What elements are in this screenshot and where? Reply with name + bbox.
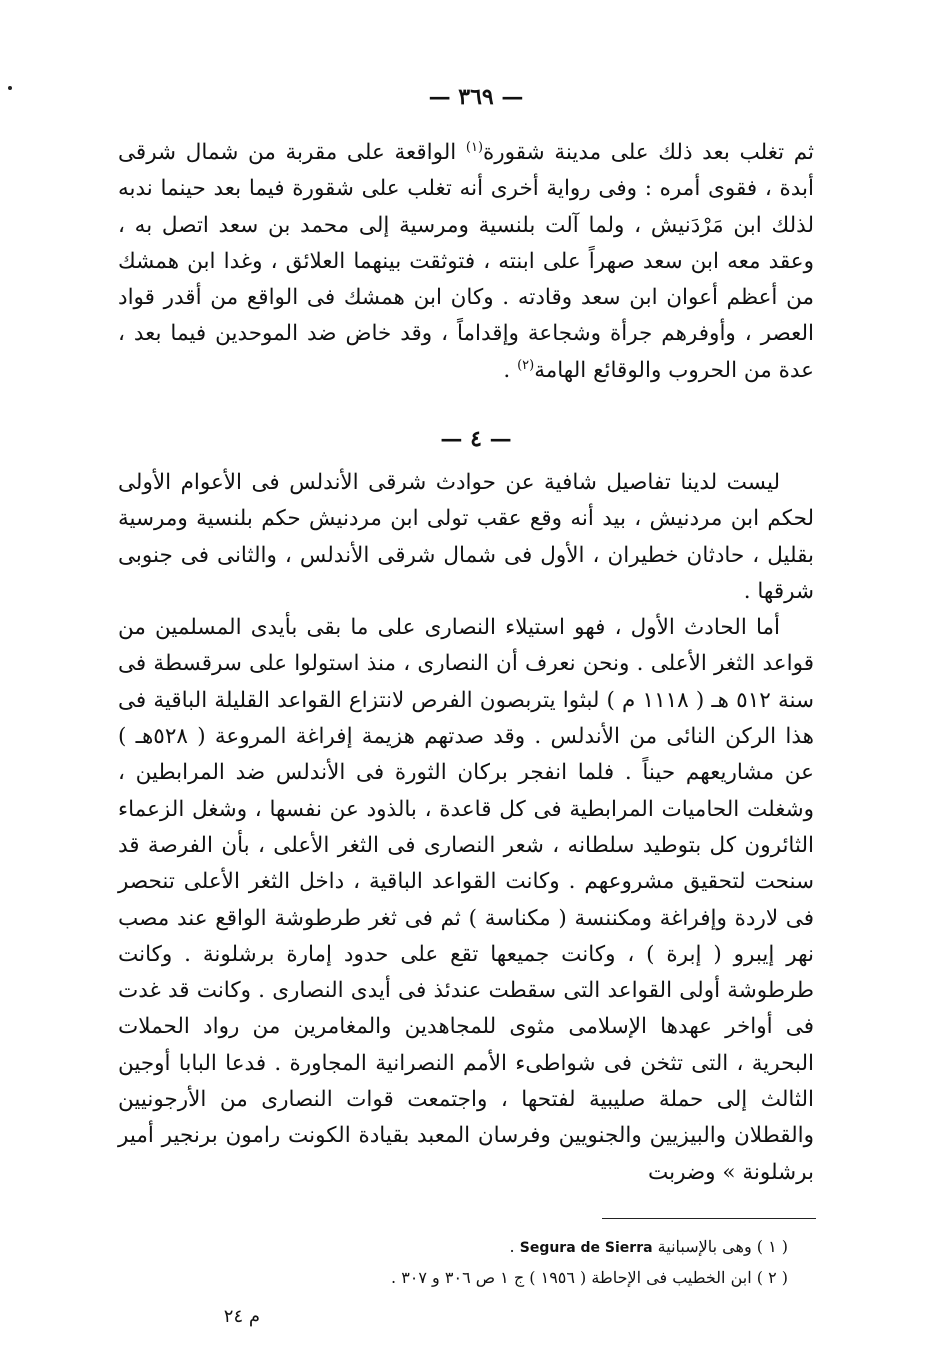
footnote-marker-2: (٢): [517, 357, 535, 373]
section-number: — ٤ —: [440, 426, 512, 452]
footnote-1-latin: Segura de Sierra: [519, 1240, 653, 1256]
footnotes: [118, 1232, 788, 1293]
opening-paragraph: [118, 135, 814, 389]
page-number: — ٣٦٩ —: [428, 84, 524, 110]
paragraph-text: [118, 135, 814, 389]
section-body: [118, 465, 814, 1191]
footnote-marker-1: (١): [465, 139, 484, 155]
footnote-1-prefix: ( ١ ) وهى بالإسبانية: [657, 1237, 788, 1256]
footnote-1: [118, 1232, 788, 1263]
footnote-1-suffix: .: [509, 1237, 515, 1256]
text-run: الواقعة على مقربة من شمال شرقى أبدة ، فقوى أمره : وفى رواية أخرى أنه تغلب على شقورة فيما بعد حينما ندبه لذلك ابن مَرْدَنيش ، ولما آلت بلنسية ومرسية إلى محمد بن سعد اتصل به ، وعقد معه ابن سعد صهراً على ابنته ، فتوثقت بينهما العلائق ، وغدا ابن همشك من أعظم أعوان ابن سعد وقادته . وكان ابن همشك فى الواقع من أقدر قواد العصر ، وأوفرهم جرأة وشجاعة وإقداماً ، وقد خاض ضد الموحدين فيما بعد ، عدة من الحروب والوقائع الهامة: [118, 140, 814, 383]
footnote-2: ( ٢ ) ابن الخطيب فى الإحاطة ( ١٩٥٦ ) ج ١ ص ٣٠٦ و ٣٠٧ .: [391, 1268, 788, 1287]
paragraph-1: ليست لدينا تفاصيل شافية عن حوادث شرقى الأندلس فى الأعوام الأولى لحكم ابن مردنيش ، بيد أنه وقع عقب تولى ابن مردنيش حكم بلنسية ومرسية بقليل ، حادثان خطيران ، الأول فى شمال شرقى الأندلس ، والثانى فى جنوبى شرقها .: [118, 470, 814, 604]
paragraph-2: أما الحادث الأول ، فهو استيلاء النصارى على ما بقى بأيدى المسلمين من قواعد الثغر الأعلى . ونحن نعرف أن النصارى ، منذ استولوا على سرقسطة فى سنة ٥١٢ هـ ( ١١١٨ م ) لبثوا يتربصون الفرص لانتزاع القواعد القليلة الباقية فى هذا الركن النائى من الأندلس . وقد صدتهم هزيمة إفراغة المروعة ( ٥٢٨هـ ) عن مشاريعهم حيناً . فلما انفجر بركان الثورة فى الأندلس ضد المرابطين ، وشغلت الحاميات المرابطية فى كل قاعدة ، بالذود عن نفسها ، وشغل الزعماء الثائرون كل بتوطيد سلطانه ، شعر النصارى فى الثغر الأعلى ، بأن الفرصة قد سنحت لتحقيق مشروعهم . وكانت القواعد الباقية ، داخل الثغر الأعلى تنحصر فى لاردة وإفراغة ومكننسة ( مكناسة ) ثم فى ثغر طرطوشة الواقع عند مصب نهر إيبرو ( إبرة ) ، وكانت جميعها تقع على حدود إمارة برشلونة . وكانت طرطوشة أولى القواعد التى سقطت عندئذ فى أيدى النصارى . وكانت قد غدت فى أواخر عهدها الإسلامى مثوى للمجاهدين والمغامرين من رواد الحملات البحرية ، التى تثخن فى شواطىء الأمم النصرانية المجاورة . فدعا البابا أوجين الثالث إلى حملة صليبية لفتحها ، واجتمعت قوات النصارى من الأرجونيين والقطلان والبيزيين والجنويين وفرسان المعبد بقيادة الكونت رامون برنجير أمير برشلونة » وضربت: [118, 615, 814, 1185]
text-run: .: [503, 357, 511, 383]
text-run: ثم تغلب بعد ذلك على مدينة شقورة: [483, 140, 814, 165]
footnote-divider: [602, 1218, 816, 1219]
printer-signature-mark: م ٢٤: [223, 1306, 260, 1327]
